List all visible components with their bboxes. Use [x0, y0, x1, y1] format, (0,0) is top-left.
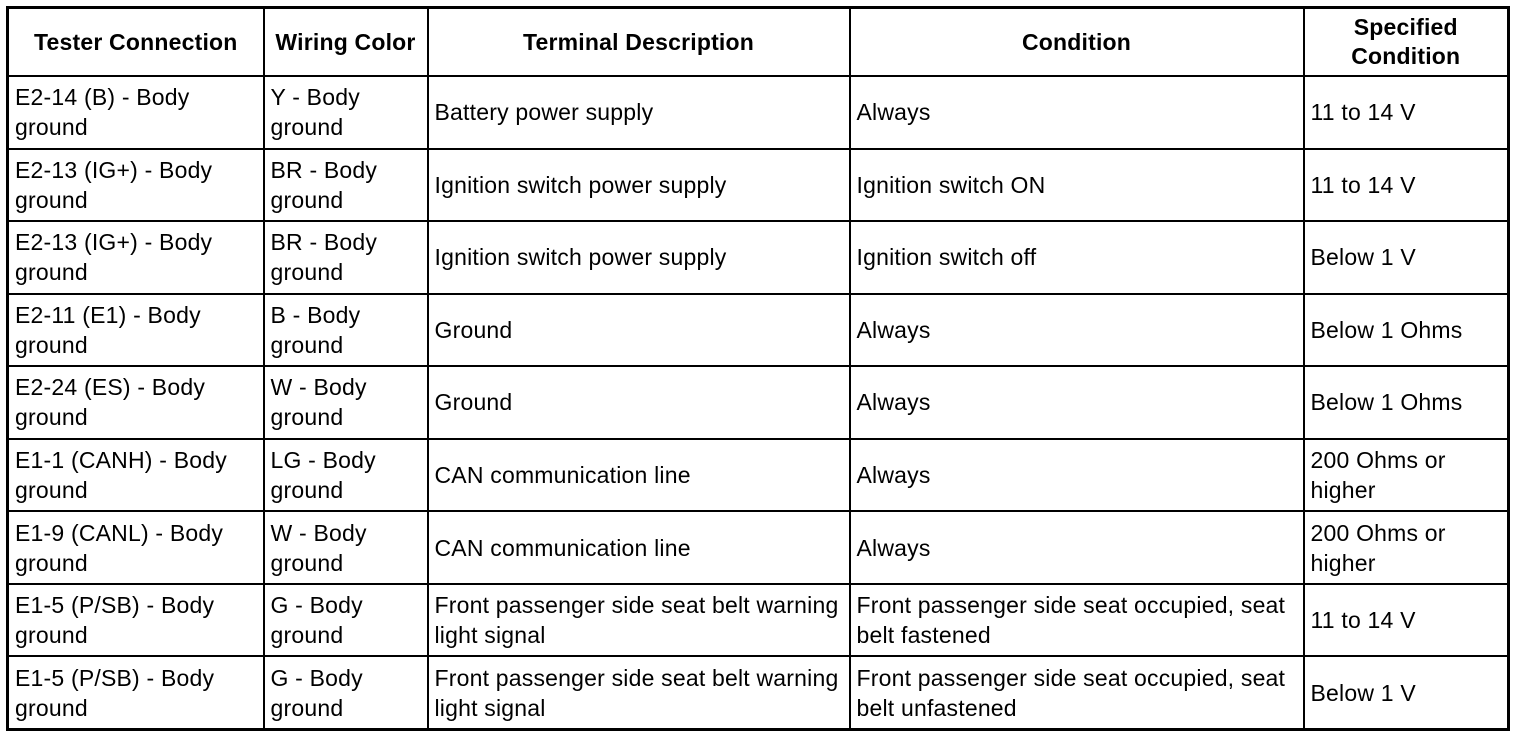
- cell-terminal-description: CAN communication line: [428, 439, 850, 512]
- cell-condition: Front passenger side seat occupied, seat belt unfastened: [850, 656, 1304, 729]
- header-tester-connection: Tester Connection: [8, 8, 264, 77]
- table-row: [8, 511, 1509, 584]
- table-header-row: [8, 8, 1509, 77]
- cell-specified-condition: 200 Ohms or higher: [1304, 511, 1509, 584]
- cell-specified-condition: 11 to 14 V: [1304, 149, 1509, 222]
- cell-terminal-description: Ignition switch power supply: [428, 149, 850, 222]
- cell-terminal-description: CAN communication line: [428, 511, 850, 584]
- cell-tester-connection: E2-14 (B) - Body ground: [8, 76, 264, 149]
- header-terminal-description: Terminal Description: [428, 8, 850, 77]
- table-row: [8, 439, 1509, 512]
- cell-terminal-description: Ignition switch power supply: [428, 221, 850, 294]
- table-row: [8, 149, 1509, 222]
- cell-condition: Always: [850, 439, 1304, 512]
- cell-specified-condition: Below 1 V: [1304, 221, 1509, 294]
- cell-wiring-color: Y - Body ground: [264, 76, 428, 149]
- cell-terminal-description: Front passenger side seat belt warning light signal: [428, 656, 850, 729]
- cell-terminal-description: Battery power supply: [428, 76, 850, 149]
- header-specified-condition: Specified Condition: [1304, 8, 1509, 77]
- cell-wiring-color: W - Body ground: [264, 511, 428, 584]
- cell-tester-connection: E2-13 (IG+) - Body ground: [8, 221, 264, 294]
- cell-wiring-color: W - Body ground: [264, 366, 428, 439]
- table-row: [8, 221, 1509, 294]
- cell-wiring-color: BR - Body ground: [264, 149, 428, 222]
- cell-tester-connection: E2-13 (IG+) - Body ground: [8, 149, 264, 222]
- cell-terminal-description: Ground: [428, 366, 850, 439]
- cell-wiring-color: B - Body ground: [264, 294, 428, 367]
- cell-specified-condition: Below 1 V: [1304, 656, 1509, 729]
- cell-condition: Always: [850, 511, 1304, 584]
- inspection-table-container: [6, 6, 1507, 731]
- cell-wiring-color: BR - Body ground: [264, 221, 428, 294]
- table-row: [8, 584, 1509, 657]
- cell-tester-connection: E1-9 (CANL) - Body ground: [8, 511, 264, 584]
- cell-tester-connection: E1-1 (CANH) - Body ground: [8, 439, 264, 512]
- table-row: [8, 366, 1509, 439]
- header-condition: Condition: [850, 8, 1304, 77]
- cell-specified-condition: 200 Ohms or higher: [1304, 439, 1509, 512]
- cell-condition: Ignition switch ON: [850, 149, 1304, 222]
- cell-terminal-description: Front passenger side seat belt warning light signal: [428, 584, 850, 657]
- header-wiring-color: Wiring Color: [264, 8, 428, 77]
- inspection-table: [6, 6, 1510, 731]
- cell-tester-connection: E2-11 (E1) - Body ground: [8, 294, 264, 367]
- cell-condition: Ignition switch off: [850, 221, 1304, 294]
- table-row: [8, 76, 1509, 149]
- cell-condition: Always: [850, 76, 1304, 149]
- cell-tester-connection: E2-24 (ES) - Body ground: [8, 366, 264, 439]
- cell-specified-condition: Below 1 Ohms: [1304, 294, 1509, 367]
- cell-terminal-description: Ground: [428, 294, 850, 367]
- cell-condition: Front passenger side seat occupied, seat belt fastened: [850, 584, 1304, 657]
- cell-specified-condition: 11 to 14 V: [1304, 584, 1509, 657]
- cell-specified-condition: 11 to 14 V: [1304, 76, 1509, 149]
- cell-tester-connection: E1-5 (P/SB) - Body ground: [8, 656, 264, 729]
- cell-tester-connection: E1-5 (P/SB) - Body ground: [8, 584, 264, 657]
- table-row: [8, 294, 1509, 367]
- cell-wiring-color: G - Body ground: [264, 584, 428, 657]
- table-row: [8, 656, 1509, 729]
- cell-condition: Always: [850, 366, 1304, 439]
- cell-wiring-color: LG - Body ground: [264, 439, 428, 512]
- cell-wiring-color: G - Body ground: [264, 656, 428, 729]
- cell-condition: Always: [850, 294, 1304, 367]
- cell-specified-condition: Below 1 Ohms: [1304, 366, 1509, 439]
